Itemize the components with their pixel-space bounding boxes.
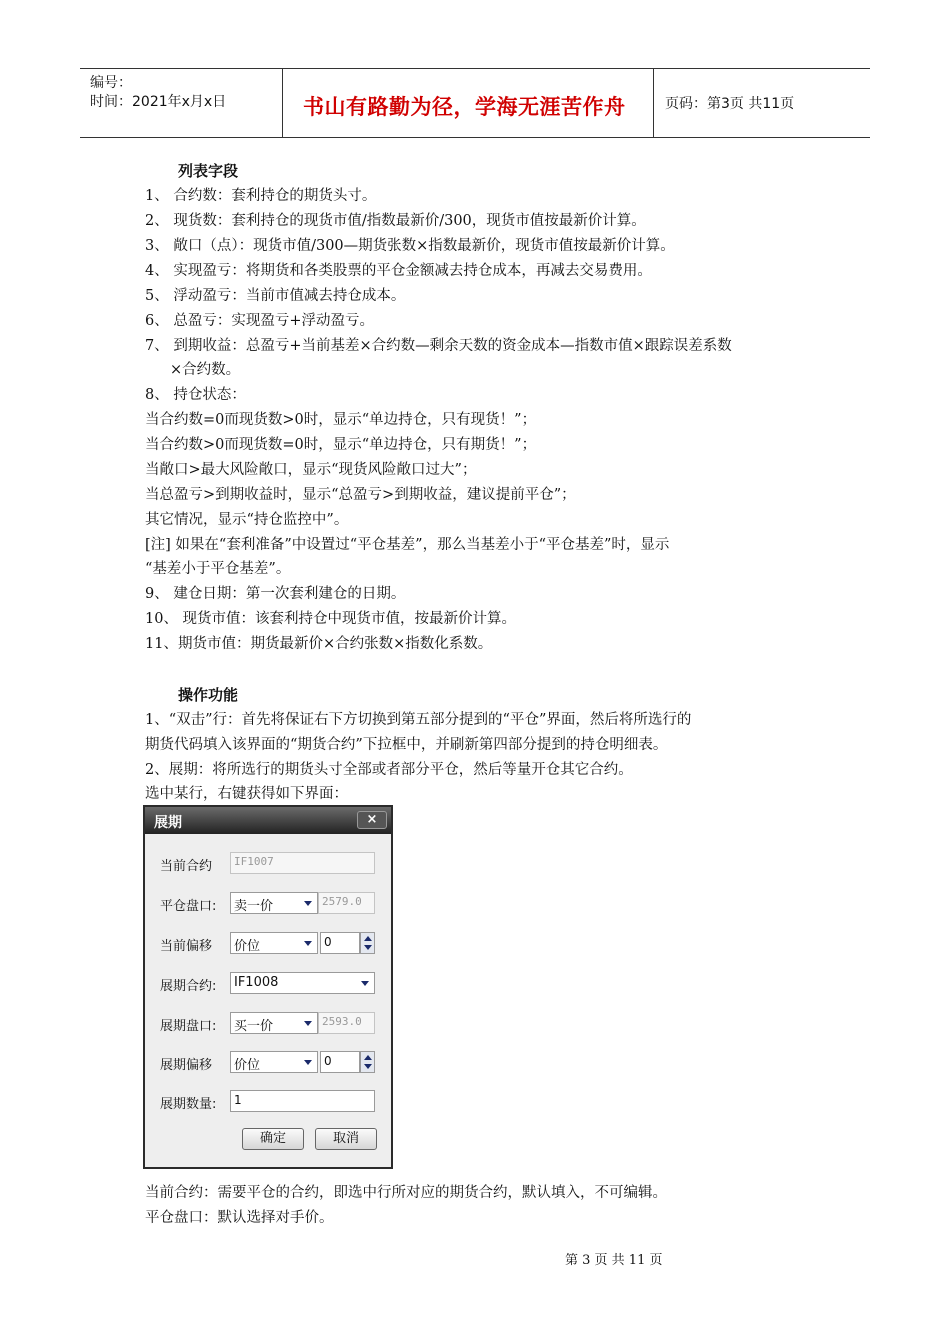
field-line: 6、 总盈亏：实现盈亏+浮动盈亏。 [145,313,374,329]
roll-book-price: 2593.0 [318,1012,375,1034]
field-line: 其它情况，显示“持仓监控中”。 [145,512,349,528]
page-header [80,68,870,138]
ops-line: 期货代码填入该界面的“期货合约”下拉框中，并刷新第四部分提到的持仓明细表。 [145,737,668,753]
spin-up-icon [364,1055,372,1060]
spin-up-icon [364,936,372,941]
field-line: 5、 浮动盈亏：当前市值减去持仓成本。 [145,288,406,304]
field-line: 当敞口>最大风险敞口，显示“现货风险敞口过大”； [145,462,477,478]
roll-book-select-value: 买一价 [234,1019,274,1034]
roll-offset-select[interactable] [230,1051,318,1073]
chevron-down-icon [304,941,312,946]
roll-offset-select-value: 价位 [234,1058,261,1073]
close-book-select[interactable] [230,892,318,914]
ops-line: 1、“双击”行：首先将保证右下方切换到第五部分提到的“平仓”界面，然后将所选行的 [145,712,692,728]
header-motto-cell [283,69,654,137]
chevron-down-icon [304,1021,312,1026]
field-line: 9、 建仓日期：第一次套利建仓的日期。 [145,586,406,602]
ops-line: 2、展期：将所选行的期货头寸全部或者部分平仓，然后等量开仓其它合约。 [145,762,633,778]
page-info: 页码：第3页 共11页 [665,96,795,112]
dialog-titlebar [145,807,391,834]
motto: 书山有路勤为径，学海无涯苦作舟 [303,95,626,119]
ops-line: 选中某行，右键获得如下界面： [145,786,348,802]
field-line: “基差小于平仓基差”。 [145,561,291,577]
chevron-down-icon [304,901,312,906]
chevron-down-icon [361,981,369,986]
field-line: 当合约数=0而现货数>0时，显示“单边持仓，只有现货！”； [145,412,537,428]
number-label: 编号： [90,75,132,91]
roll-offset-spinner[interactable] [360,1051,375,1073]
cancel-button[interactable]: 取消 [315,1128,377,1150]
after-line: 当前合约：需要平仓的合约，即选中行所对应的期货合约，默认填入，不可编辑。 [145,1185,667,1201]
current-offset-select[interactable] [230,932,318,954]
roll-dialog [143,805,393,1169]
spin-down-icon [364,945,372,950]
field-line: 1、 合约数：套利持仓的期货头寸。 [145,188,377,204]
roll-contract-select-value: IF1008 [234,975,279,990]
roll-offset-input[interactable]: 0 [320,1051,360,1073]
page-footer: 第 3 页 共 11 页 [565,1253,663,1268]
spin-down-icon [364,1064,372,1069]
field-line: 当总盈亏>到期收益时，显示“总盈亏>到期收益，建议提前平仓”； [145,487,576,503]
current-offset-select-value: 价位 [234,939,261,954]
field-line: [注] 如果在“套利准备”中设置过“平仓基差”，那么当基差小于“平仓基差”时，显示 [145,537,670,553]
section-title-fields: 列表字段 [178,162,239,180]
after-line: 平仓盘口：默认选择对手价。 [145,1210,334,1226]
field-line: 4、 实现盈亏：将期货和各类股票的平仓金额减去持仓成本，再减去交易费用。 [145,263,652,279]
current-offset-label: 当前偏移 [160,939,213,954]
close-book-select-value: 卖一价 [234,899,274,914]
header-left-cell [80,69,283,137]
close-book-price: 2579.0 [318,892,375,914]
roll-book-select[interactable] [230,1012,318,1034]
field-line: 当合约数>0而现货数=0时，显示“单边持仓，只有期货！”； [145,437,537,453]
roll-contract-select[interactable] [230,972,375,994]
current-offset-input[interactable]: 0 [320,932,360,954]
ok-button[interactable]: 确定 [242,1128,304,1150]
roll-contract-label: 展期合约: [160,979,217,994]
close-icon[interactable]: × [357,811,387,829]
roll-qty-input[interactable]: 1 [230,1090,375,1112]
field-line: 8、 持仓状态： [145,387,246,403]
field-line: 10、 现货市值：该套利持仓中现货市值，按最新价计算。 [145,611,517,627]
current-offset-spinner[interactable] [360,932,375,954]
roll-qty-label: 展期数量: [160,1097,217,1112]
current-contract-label: 当前合约 [160,859,213,874]
chevron-down-icon [304,1060,312,1065]
dialog-title: 展期 [154,815,182,831]
field-line: 11、期货市值：期货最新价×合约张数×指数化系数。 [145,636,493,652]
roll-book-label: 展期盘口: [160,1019,217,1034]
field-line: ×合约数。 [170,362,241,378]
close-book-label: 平仓盘口: [160,899,217,914]
current-contract-field: IF1007 [230,852,375,874]
time-label: 时间：2021年x月x日 [90,94,227,110]
roll-offset-label: 展期偏移 [160,1058,213,1073]
section-title-ops: 操作功能 [178,686,239,704]
field-line: 7、 到期收益：总盈亏+当前基差×合约数—剩余天数的资金成本—指数市值×跟踪误差系数 [145,338,732,354]
field-line: 2、 现货数：套利持仓的现货市值/指数最新价/300，现货市值按最新价计算。 [145,213,646,229]
field-line: 3、 敞口（点）：现货市值/300—期货张数×指数最新价，现货市值按最新价计算。 [145,238,675,254]
